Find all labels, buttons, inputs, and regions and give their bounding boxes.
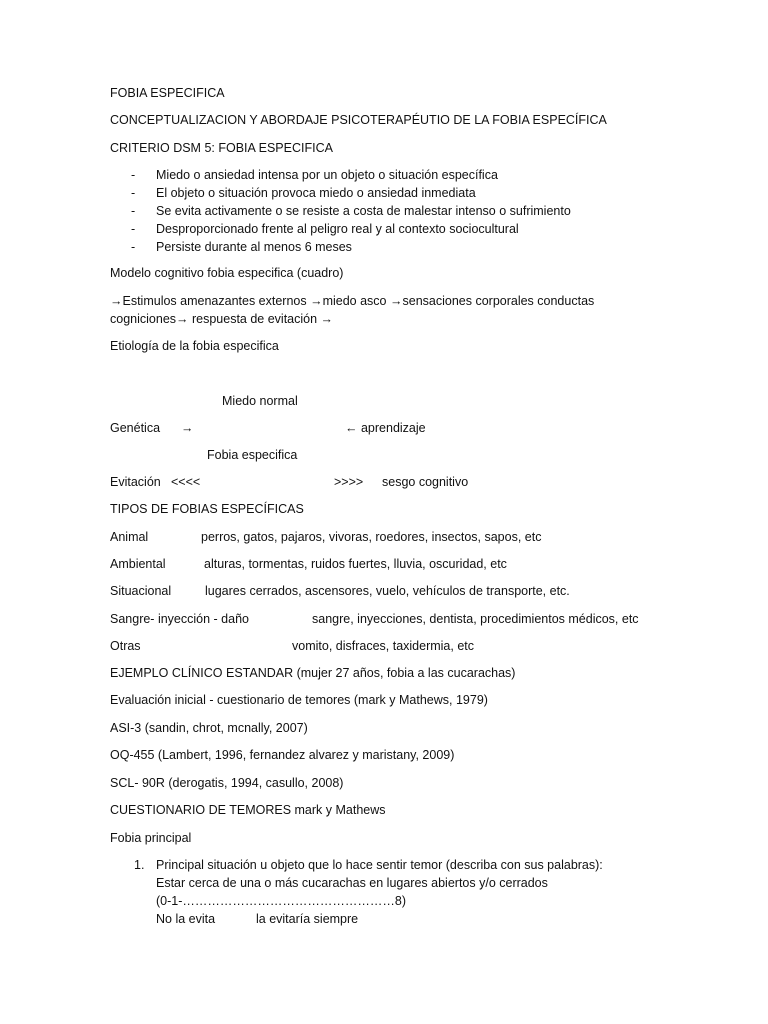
item-scale: (0-1-……………………………………………8) [156,894,407,908]
diagram-lt-arrows: <<<< [171,475,201,489]
diagram-right-arrow: → [181,421,194,435]
scl-line: SCL- 90R (derogatis, 1994, casullo, 2008) [110,776,344,790]
criterio-item: Persiste durante al menos 6 meses [156,240,352,254]
tipo-label: Situacional [110,584,172,598]
scale-low-label: No la evita [156,912,216,926]
diagram-genetica: Genética [110,421,161,435]
tipo-ejemplos: vomito, disfraces, taxidermia, etc [292,639,475,653]
tipos-heading: TIPOS DE FOBIAS ESPECÍFICAS [110,502,304,516]
tipo-label: Sangre- inyección - daño [110,612,249,626]
tipo-label: Ambiental [110,557,166,571]
asi-line: ASI-3 (sandin, chrot, mcnally, 2007) [110,721,308,735]
ejemplo-heading: EJEMPLO CLÍNICO ESTANDAR (mujer 27 años, fobia a las cucarachas) [110,666,516,680]
fobia-principal: Fobia principal [110,831,192,845]
diagram-miedo-normal: Miedo normal [222,394,298,408]
scale-high-label: la evitaría siempre [256,912,359,926]
item-number: 1. [134,858,145,872]
tipo-label: Animal [110,530,149,544]
tipo-ejemplos: alturas, tormentas, ruidos fuertes, lluvia, oscuridad, etc [204,557,507,571]
tipo-ejemplos: lugares cerrados, ascensores, vuelo, vehículos de transporte, etc. [205,584,570,598]
bullet-marker: - [131,222,136,236]
modelo-line-1: →Estimulos amenazantes externos →miedo asco →sensaciones corporales conductas [110,294,595,308]
criterio-item: Miedo o ansiedad intensa por un objeto o situación específica [156,168,498,182]
tipo-label: Otras [110,639,141,653]
doc-title: FOBIA ESPECIFICA [110,86,225,100]
diagram-sesgo: sesgo cognitivo [382,475,469,489]
diagram-fobia-especifica: Fobia especifica [207,448,298,462]
item-answer: Estar cerca de una o más cucarachas en lugares abiertos y/o cerrados [156,876,548,890]
bullet-marker: - [131,186,136,200]
bullet-marker: - [131,204,136,218]
criterio-item: Se evita activamente o se resiste a costa de malestar intenso o sufrimiento [156,204,571,218]
cuestionario-heading: CUESTIONARIO DE TEMORES mark y Mathews [110,803,386,817]
bullet-marker: - [131,168,136,182]
item-question: Principal situación u objeto que lo hace sentir temor (describa con sus palabras): [156,858,603,872]
tipo-ejemplos: sangre, inyecciones, dentista, procedimientos médicos, etc [312,612,639,626]
criterio-heading: CRITERIO DSM 5: FOBIA ESPECIFICA [110,141,333,155]
modelo-heading: Modelo cognitivo fobia especifica (cuadro) [110,266,344,280]
evaluacion-line: Evaluación inicial - cuestionario de temores (mark y Mathews, 1979) [110,693,488,707]
criterio-item: Desproporcionado frente al peligro real y al contexto sociocultural [156,222,519,236]
bullet-marker: - [131,240,136,254]
diagram-gt-arrows: >>>> [334,475,364,489]
diagram-aprendizaje: ← aprendizaje [345,421,426,435]
criterio-item: El objeto o situación provoca miedo o ansiedad inmediata [156,186,476,200]
oq-line: OQ-455 (Lambert, 1996, fernandez alvarez y maristany, 2009) [110,748,455,762]
tipo-ejemplos: perros, gatos, pajaros, vivoras, roedores, insectos, sapos, etc [201,530,542,544]
diagram-evitacion: Evitación [110,475,161,489]
modelo-line-2: cogniciones→ respuesta de evitación → [110,312,334,326]
etiologia-heading: Etiología de la fobia especifica [110,339,279,353]
doc-subtitle: CONCEPTUALIZACION Y ABORDAJE PSICOTERAPÉUTIO DE LA FOBIA ESPECÍFICA [110,113,607,127]
